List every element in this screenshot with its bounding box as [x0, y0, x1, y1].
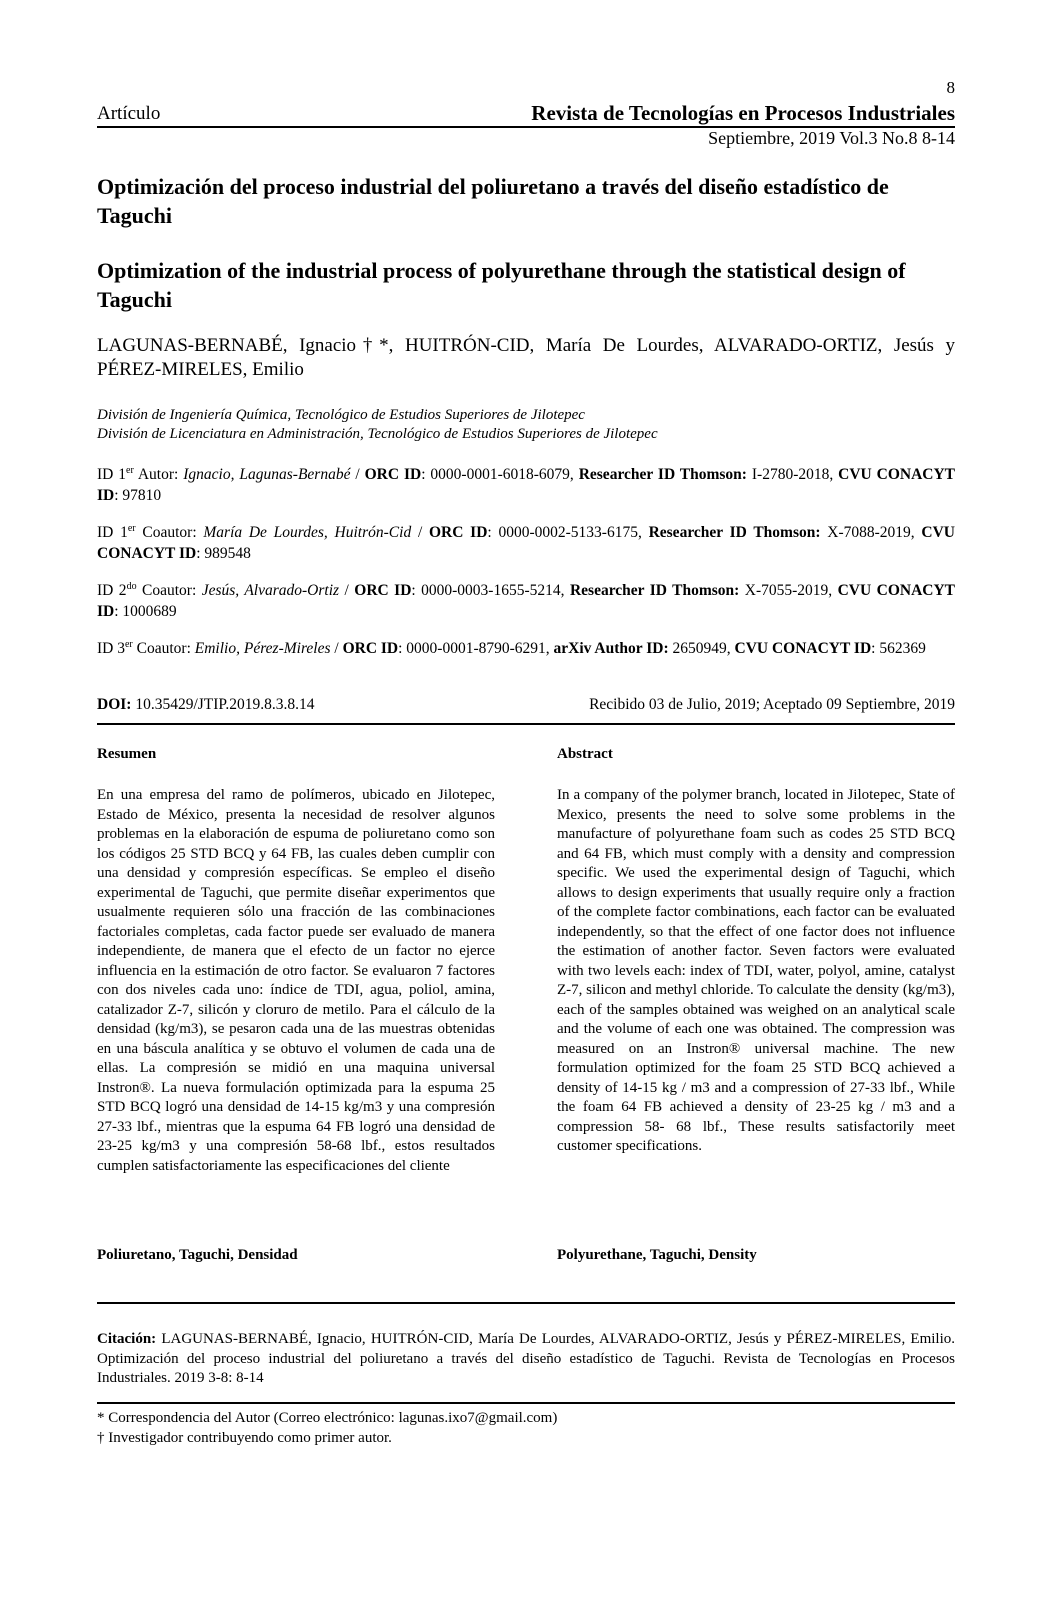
id-ordinal: er [124, 638, 133, 650]
orc-id-value: : 0000-0003-1655-5214, [411, 582, 570, 599]
author-id-3 [97, 580, 955, 622]
citation [97, 1330, 955, 1389]
divider-footnotes [97, 1402, 955, 1404]
abstract-heading: Abstract [557, 746, 613, 762]
cvu-label: CVU CONACYT ID [734, 640, 872, 657]
author-name: Jesús, Alvarado-Ortiz [201, 582, 340, 599]
doi-line [97, 696, 955, 714]
researcher-id-label: Researcher ID Thomson: [578, 466, 747, 483]
id-prefix: ID 1 [97, 524, 128, 541]
journal-name: Revista de Tecnologías en Procesos Industriales [531, 101, 955, 125]
cvu-value: : 989548 [196, 545, 251, 562]
orc-id-label: ORC ID [364, 466, 422, 483]
doi-label: DOI: [97, 696, 132, 713]
citation-label: Citación: [97, 1331, 157, 1347]
id-separator: / [350, 466, 365, 483]
id-ordinal: er [127, 522, 136, 534]
cvu-label: CVU CONACYT ID [97, 466, 956, 504]
section-label: Artículo [97, 103, 161, 124]
footnote-first-author: † Investigador contribuyendo como primer autor. [97, 1430, 392, 1446]
issue-line: Septiembre, 2019 Vol.3 No.8 8-14 [708, 128, 955, 148]
id-prefix: ID 3 [97, 640, 125, 657]
id-separator: / [330, 640, 343, 657]
id-separator: / [339, 582, 355, 599]
author-id-4 [97, 638, 955, 659]
affiliations [97, 406, 955, 444]
orc-id-value: : 0000-0001-8790-6291, [398, 640, 554, 657]
orc-id-value: : 0000-0001-6018-6079, [421, 466, 579, 483]
affiliation-1: División de Ingeniería Química, Tecnológico de Estudios Superiores de Jilotepec [97, 407, 585, 423]
author-id-1 [97, 464, 955, 506]
researcher-id-value: X-7088-2019, [820, 524, 922, 541]
id-prefix: ID 1 [97, 466, 127, 483]
abstract-text: In a company of the polymer branch, located in Jilotepec, State of Mexico, presents the need to solve some problems in the manufacture of polyurethane foam such as codes 25 STD BCQ and 64 FB, which must comply with a density and compression specific. We used the experimental design of Taguchi, which allows to design experiments that usually require only a fraction of the complete factor combinations, each factor can be evaluated independently, so that the effect of one factor does not influence the estimation of another factor. Seven factors were evaluated with two levels each: index of TDI, water, polyol, amine, catalyst Z-7, silicon and methyl chloride. To calculate the density (kg/m3), each of the samples obtained was weighed on an analytical scale and the volume of each one was obtained. The compression was measured on an Instron® universal machine. The new formulation optimized for the foam 25 STD BCQ achieved a density of 14-15 kg / m3 and a compression of 27-33 lbf., While the foam 64 FB achieved a density of 23-25 kg / m3 and a compression 58- 68 lbf., These results satisfactorily meet customer specifications. [557, 787, 955, 1154]
orc-id-label: ORC ID [429, 524, 488, 541]
author-list: LAGUNAS-BERNABÉ, Ignacio†*, HUITRÓN-CID, María De Lourdes, ALVARADO-ORTIZ, Jesús y PÉREZ-MIRELES, Emilio [97, 335, 955, 380]
divider-citation [97, 1302, 955, 1304]
orc-id-label: ORC ID [342, 640, 399, 657]
author-name: Ignacio, Lagunas-Bernabé [183, 466, 351, 483]
id-separator: / [411, 524, 429, 541]
orc-id-label: ORC ID [354, 582, 412, 599]
id-ordinal: er [126, 464, 134, 476]
author-name: Emilio, Pérez-Mireles [194, 640, 331, 657]
doi-value[interactable]: 10.35429/JTIP.2019.8.3.8.14 [131, 696, 315, 713]
id-ordinal: do [126, 580, 137, 592]
divider-top [97, 723, 955, 725]
resumen-heading: Resumen [97, 746, 157, 762]
arxiv-id-label: arXiv Author ID: [553, 640, 669, 657]
id-role: Coautor: [132, 640, 195, 657]
id-role: Coautor: [136, 582, 202, 599]
orc-id-value: : 0000-0002-5133-6175, [487, 524, 649, 541]
resumen-text: En una empresa del ramo de polímeros, ubicado en Jilotepec, Estado de México, presenta la necesidad de resolver algunos problemas en la elaboración de espuma de poliuretano como son los códigos 25 STD BCQ y 64 FB, las cuales deben cumplir con una densidad y compresión específicas. Se empleo el diseño experimental de Taguchi, que permite diseñar experimentos que usualmente requieren sólo una fracción de las combinaciones factoriales completas, cada factor puede ser evaluado de manera independiente, de manera que el efecto de un factor no ejerce influencia en la estimación de otro factor. Se evaluaron 7 factores con dos niveles cada uno: índice de TDI, agua, poliol, amina, catalizador Z-7, silicón y cloruro de metilo. Para el cálculo de la densidad (kg/m3), se pesaron cada una de las muestras obtenidas en una báscula analítica y se obtuvo el volumen de cada una de ellas. La compresión se midió en una maquina universal Instron®. La nueva formulación optimizada para la espuma 25 STD BCQ logró una densidad de 14-15 kg/m3 y una compresión 27-33 lbf., mientras que la espuma 64 FB logró una densidad de 23-25 kg/m3 y una compresión 58-68 lbf., estos resultados cumplen satisfactoriamente las especificaciones del cliente [97, 787, 495, 1174]
author-name: María De Lourdes, Huitrón-Cid [203, 524, 412, 541]
researcher-id-label: Researcher ID Thomson: [648, 524, 821, 541]
cvu-label: CVU CONACYT ID [97, 524, 955, 562]
cvu-value: : 1000689 [114, 603, 177, 620]
keywords-spanish: Poliuretano, Taguchi, Densidad [97, 1247, 298, 1263]
id-role: Autor: [133, 466, 184, 483]
footnote-correspondence: * Correspondencia del Autor (Correo electrónico: lagunas.ixo7@gmail.com) [97, 1410, 558, 1426]
page-number: 8 [946, 78, 955, 97]
received-dates: Recibido 03 de Julio, 2019; Aceptado 09 Septiembre, 2019 [589, 696, 955, 713]
citation-text: LAGUNAS-BERNABÉ, Ignacio, HUITRÓN-CID, María De Lourdes, ALVARADO-ORTIZ, Jesús y PÉREZ-MIRELES, Emilio. Optimización del proceso industrial del poliuretano a través del diseño estadístico de Taguchi. Revista de Tecnologías en Procesos Industriales. 2019 3-8: 8-14 [97, 1331, 955, 1386]
title-spanish: Optimización del proceso industrial del poliuretano a través del diseño estadístico de Taguchi [97, 174, 889, 228]
affiliation-2: División de Licenciatura en Administración, Tecnológico de Estudios Superiores de Jilotepec [97, 426, 658, 442]
id-prefix: ID 2 [97, 582, 127, 599]
researcher-id-value: X-7055-2019, [739, 582, 838, 599]
title-english: Optimization of the industrial process of polyurethane through the statistical design of Taguchi [97, 258, 906, 312]
researcher-id-value: I-2780-2018, [746, 466, 839, 483]
researcher-id-label: Researcher ID Thomson: [569, 582, 740, 599]
cvu-value: : 97810 [114, 487, 162, 504]
cvu-label: CVU CONACYT ID [97, 582, 956, 620]
keywords-english: Polyurethane, Taguchi, Density [557, 1247, 757, 1263]
id-role: Coautor: [135, 524, 204, 541]
arxiv-id-value: 2650949, [668, 640, 735, 657]
cvu-value: : 562369 [871, 640, 926, 657]
author-id-2 [97, 522, 955, 564]
